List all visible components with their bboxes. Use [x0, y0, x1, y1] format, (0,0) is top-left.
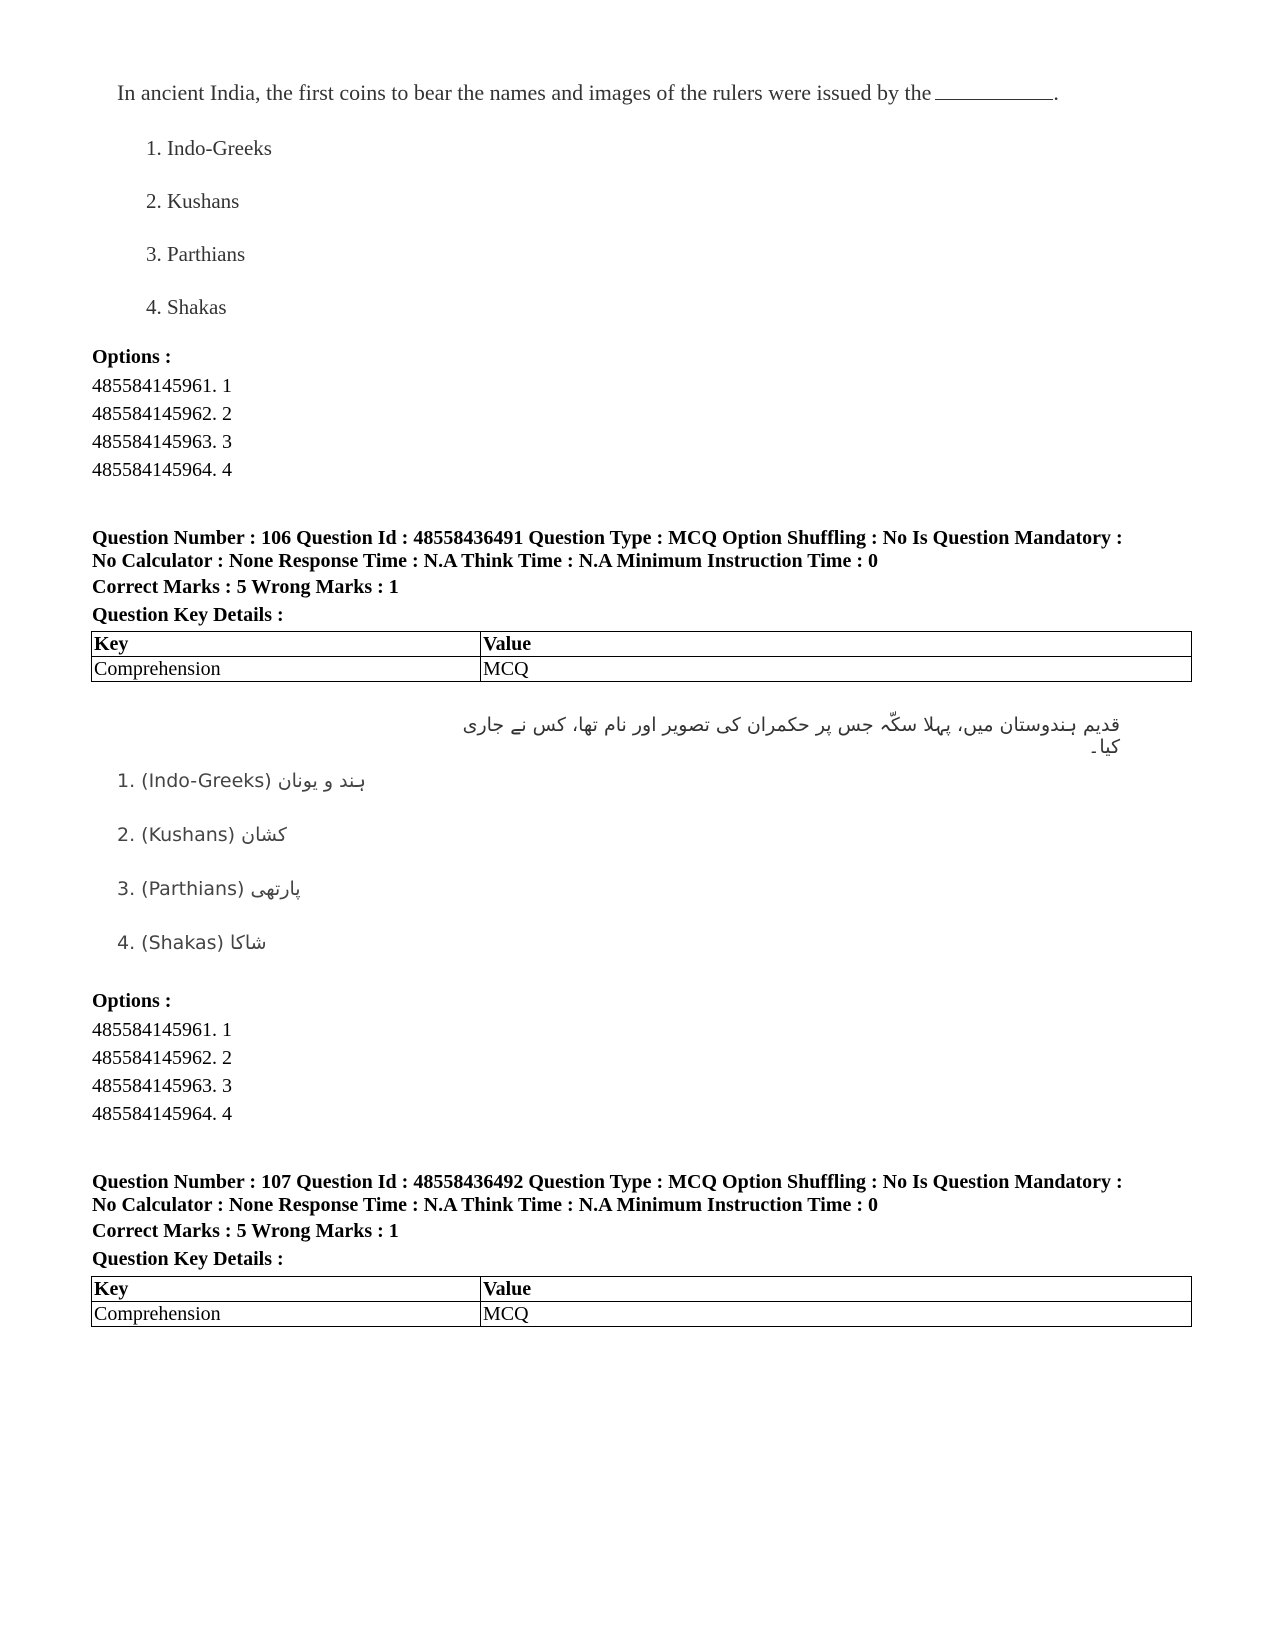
options-list — [92, 1016, 232, 1128]
option-id-line: 485584145961. 1 — [92, 375, 232, 397]
question-end-mark: . — [1053, 80, 1059, 105]
table-cell: Comprehension — [92, 657, 481, 682]
table-cell: Comprehension — [92, 1302, 481, 1327]
table-cell: MCQ — [481, 1302, 1192, 1327]
option-id-line: 485584145963. 3 — [92, 431, 232, 453]
marks-line: Correct Marks : 5 Wrong Marks : 1 — [92, 1220, 399, 1242]
urdu-choice-item — [117, 878, 301, 900]
choice-prefix: 2. (Kushans) — [117, 824, 236, 846]
choice-urdu: پارتھی — [250, 878, 301, 900]
question-stem: In ancient India, the first coins to bear the names and images of the rulers were issued by the — [117, 80, 932, 105]
key-details-table — [91, 1276, 1192, 1327]
option-id-line: 485584145962. 2 — [92, 1047, 232, 1069]
options-label: Options : — [92, 346, 172, 368]
question-text — [117, 80, 1059, 106]
choice-urdu: شاکا — [230, 932, 267, 954]
question-meta-line: Question Number : 106 Question Id : 48558436491 Question Type : MCQ Option Shuffling : No Is Question Mandatory : — [92, 527, 1123, 549]
option-id-line: 485584145963. 3 — [92, 1075, 232, 1097]
table-row — [92, 1302, 1192, 1327]
urdu-choice-item — [117, 770, 366, 792]
urdu-question-text: قدیم ہندوستان میں، پہلا سکّہ جس پر حکمران کی تصویر اور نام تھا، کس نے جاری کیا۔ — [462, 714, 1120, 758]
question-meta — [92, 1171, 1123, 1217]
option-id-line: 485584145964. 4 — [92, 459, 232, 481]
option-id-line: 485584145961. 1 — [92, 1019, 232, 1041]
options-list — [92, 372, 232, 484]
choice-prefix: 3. (Parthians) — [117, 878, 245, 900]
key-details-label: Question Key Details : — [92, 1248, 284, 1270]
table-header-cell: Key — [92, 1277, 481, 1302]
answer-blank — [935, 81, 1053, 100]
choice-item: 4. Shakas — [146, 295, 227, 319]
question-meta-line: No Calculator : None Response Time : N.A Think Time : N.A Minimum Instruction Time : 0 — [92, 1194, 878, 1216]
choice-item: 1. Indo-Greeks — [146, 136, 272, 160]
question-meta — [92, 527, 1123, 573]
key-details-table — [91, 631, 1192, 682]
urdu-choice-item — [117, 932, 267, 954]
table-header-cell: Value — [481, 1277, 1192, 1302]
table-header-cell: Value — [481, 632, 1192, 657]
table-cell: MCQ — [481, 657, 1192, 682]
choice-urdu: ہند و یونان — [277, 770, 366, 792]
question-meta-line: No Calculator : None Response Time : N.A Think Time : N.A Minimum Instruction Time : 0 — [92, 550, 878, 572]
options-label: Options : — [92, 990, 172, 1012]
choice-urdu: کشان — [241, 824, 287, 846]
marks-line: Correct Marks : 5 Wrong Marks : 1 — [92, 576, 399, 598]
choice-prefix: 1. (Indo-Greeks) — [117, 770, 272, 792]
choice-prefix: 4. (Shakas) — [117, 932, 224, 954]
table-row — [92, 657, 1192, 682]
urdu-choice-item — [117, 824, 287, 846]
table-header-row — [92, 1277, 1192, 1302]
table-header-row — [92, 632, 1192, 657]
question-meta-line: Question Number : 107 Question Id : 48558436492 Question Type : MCQ Option Shuffling : No Is Question Mandatory : — [92, 1171, 1123, 1193]
key-details-label: Question Key Details : — [92, 604, 284, 626]
choice-item: 2. Kushans — [146, 189, 240, 213]
option-id-line: 485584145964. 4 — [92, 1103, 232, 1125]
table-header-cell: Key — [92, 632, 481, 657]
choice-item: 3. Parthians — [146, 242, 246, 266]
option-id-line: 485584145962. 2 — [92, 403, 232, 425]
